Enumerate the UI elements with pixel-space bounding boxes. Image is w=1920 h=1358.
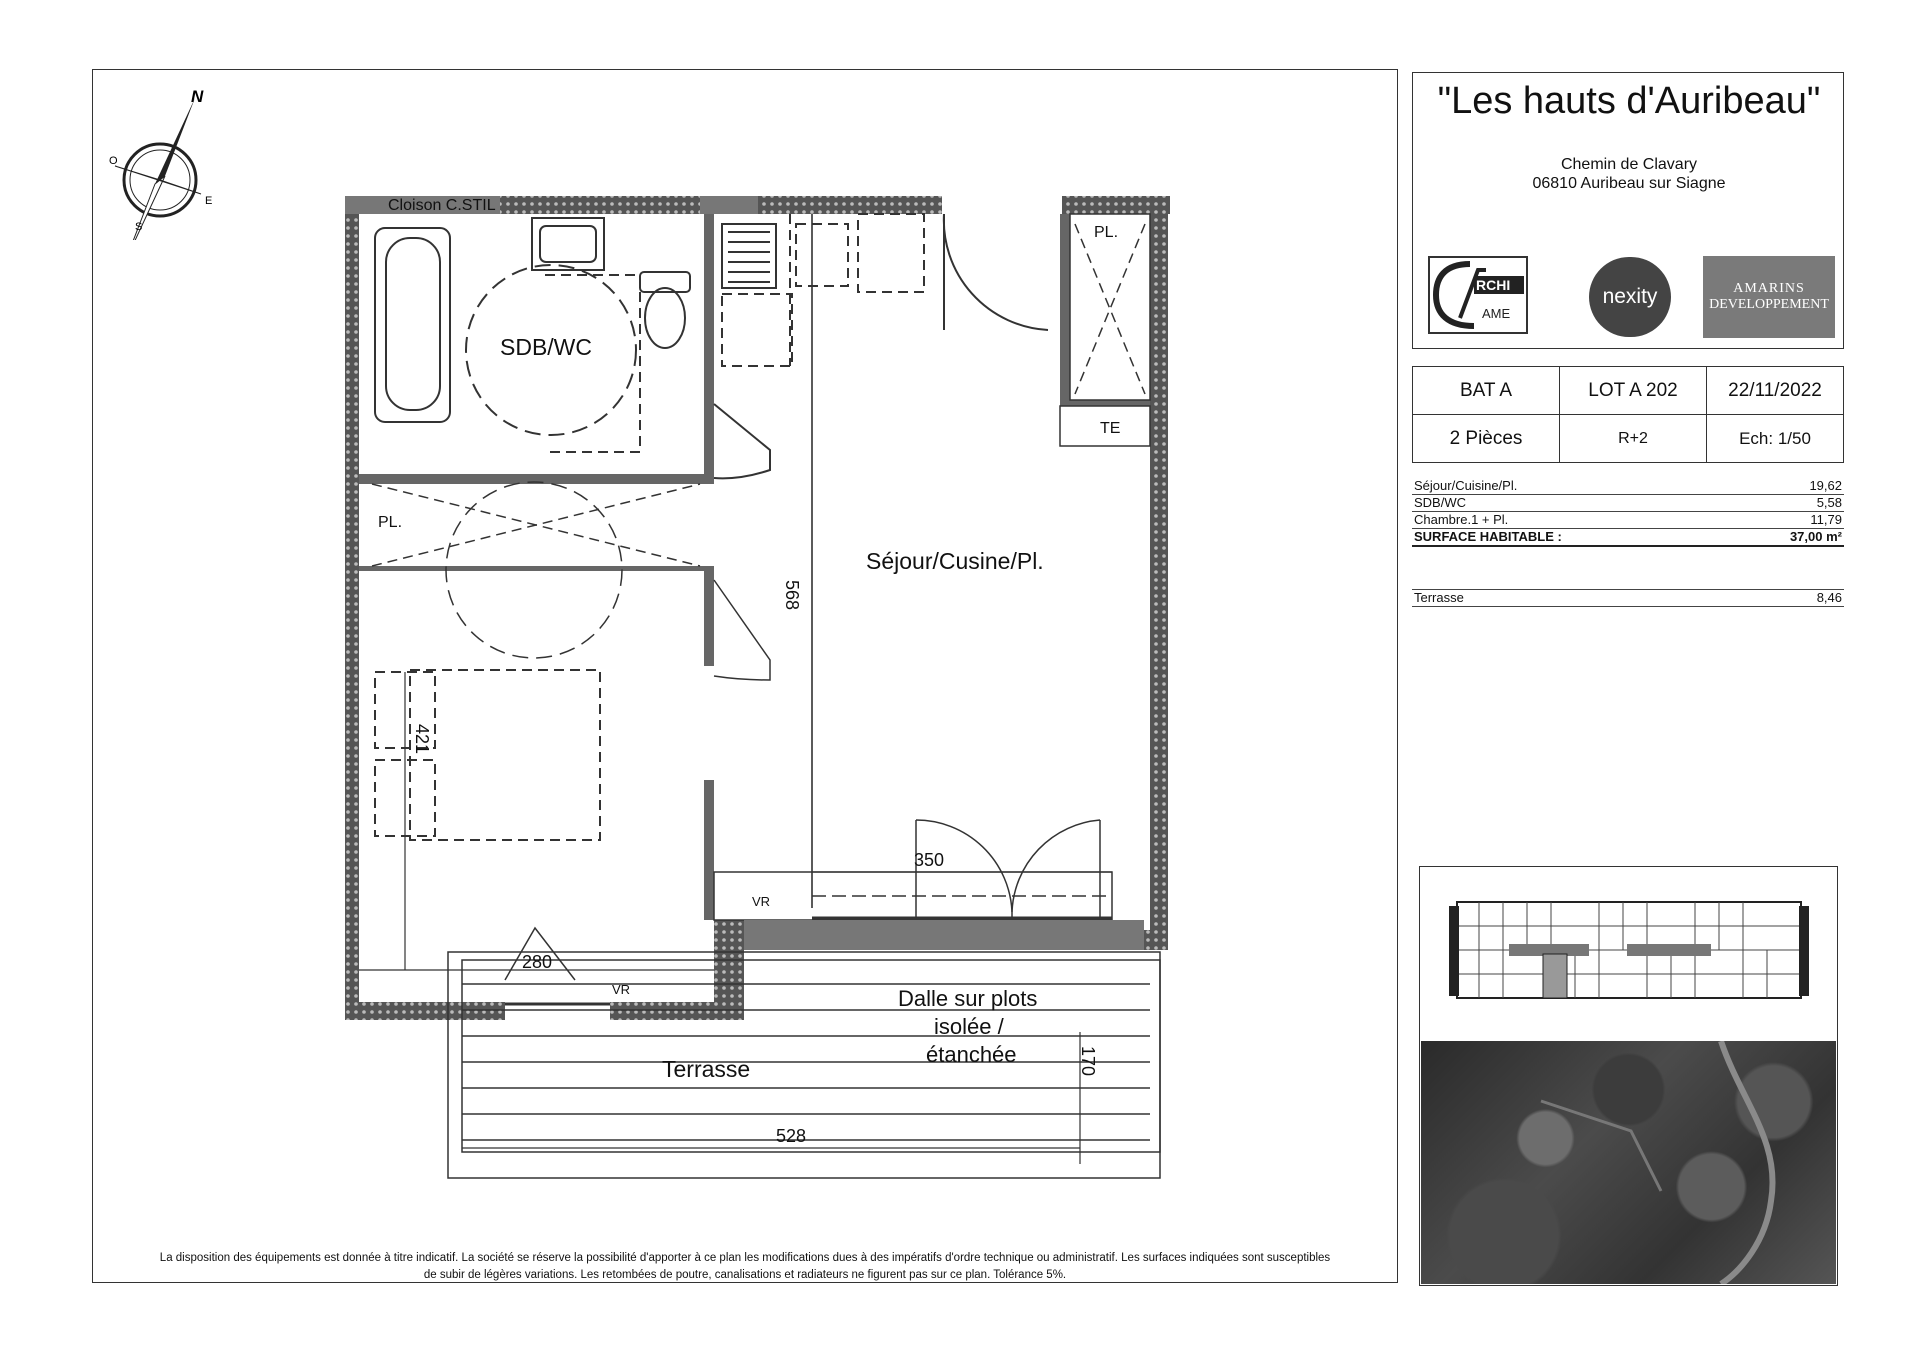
- surface-label: Séjour/Cuisine/Pl.: [1414, 478, 1518, 493]
- archi-logo-bottom-text: AME: [1482, 306, 1511, 321]
- vr-label-2: VR: [612, 982, 631, 997]
- dimension-280: 280: [522, 952, 553, 972]
- address-line-1: Chemin de Clavary: [1560, 156, 1698, 173]
- project-title: "Les hauts d'Auribeau": [1437, 80, 1821, 122]
- dimension-421: 421: [412, 724, 432, 755]
- surface-label: Chambre.1 + Pl.: [1414, 512, 1509, 527]
- surface-total-value: 37,00 m²: [1789, 529, 1842, 544]
- rooms-cell: 2 Pièces: [1413, 415, 1560, 463]
- dimension-170: 170: [1078, 1046, 1098, 1077]
- compass-s: S: [135, 221, 143, 233]
- closet-label-left: PL.: [378, 514, 403, 531]
- date-cell: 22/11/2022: [1707, 367, 1844, 415]
- nexity-logo-text: nexity: [1602, 285, 1658, 308]
- compass-o: O: [109, 155, 118, 167]
- dimension-350: 350: [914, 850, 945, 870]
- dalle-label-3: étanchée: [926, 1042, 1017, 1067]
- room-label-sejour: Séjour/Cusine/Pl.: [866, 548, 1044, 574]
- dimension-528: 528: [776, 1126, 807, 1146]
- address-line-2: 06810 Auribeau sur Siagne: [1532, 175, 1726, 192]
- terrace-label: Terrasse: [662, 1056, 751, 1082]
- scale-cell: Ech: 1/50: [1707, 415, 1844, 463]
- surface-value: 5,58: [1816, 495, 1842, 510]
- amarins-logo-line2: DEVELOPPEMENT: [1709, 297, 1829, 312]
- cloison-label: Cloison C.STIL: [388, 197, 496, 214]
- disclaimer-line-2: de subir de légères variations. Les retombées de poutre, canalisations et radiateurs ne figurent pas sur ce plan. Tolérance 5%.: [423, 1269, 1067, 1281]
- surface-total-label: SURFACE HABITABLE :: [1414, 529, 1562, 544]
- surface-label: SDB/WC: [1414, 495, 1466, 510]
- compass-n: N: [191, 87, 204, 106]
- dalle-label-1: Dalle sur plots: [898, 986, 1038, 1011]
- dalle-label-2: isolée /: [934, 1014, 1004, 1039]
- lot-cell: LOT A 202: [1560, 367, 1707, 415]
- terrace-surface-value: 8,46: [1816, 590, 1842, 605]
- floor-cell: R+2: [1560, 415, 1707, 463]
- amarins-logo-line1: AMARINS: [1733, 281, 1805, 296]
- disclaimer-line-1: La disposition des équipements est donnée à titre indicatif. La société se réserve la possibilité d'apporter à ce plan les modifications dues à des impératifs d'ordre technique ou administratif. Les surfaces indiquées sont susceptibles: [159, 1252, 1331, 1264]
- building-cell: BAT A: [1413, 367, 1560, 415]
- te-label: TE: [1100, 420, 1121, 437]
- closet-label-top: PL.: [1094, 224, 1119, 241]
- vr-label-1: VR: [752, 894, 771, 909]
- surface-value: 19,62: [1809, 478, 1842, 493]
- disclaimer: [95, 1250, 1395, 1284]
- compass-e: E: [205, 195, 213, 207]
- dimension-568: 568: [782, 580, 802, 611]
- room-label-sdb: SDB/WC: [500, 334, 592, 360]
- archi-logo-top-text: RCHI: [1476, 277, 1511, 293]
- terrace-surface-label: Terrasse: [1414, 590, 1464, 605]
- surface-value: 11,79: [1810, 512, 1842, 527]
